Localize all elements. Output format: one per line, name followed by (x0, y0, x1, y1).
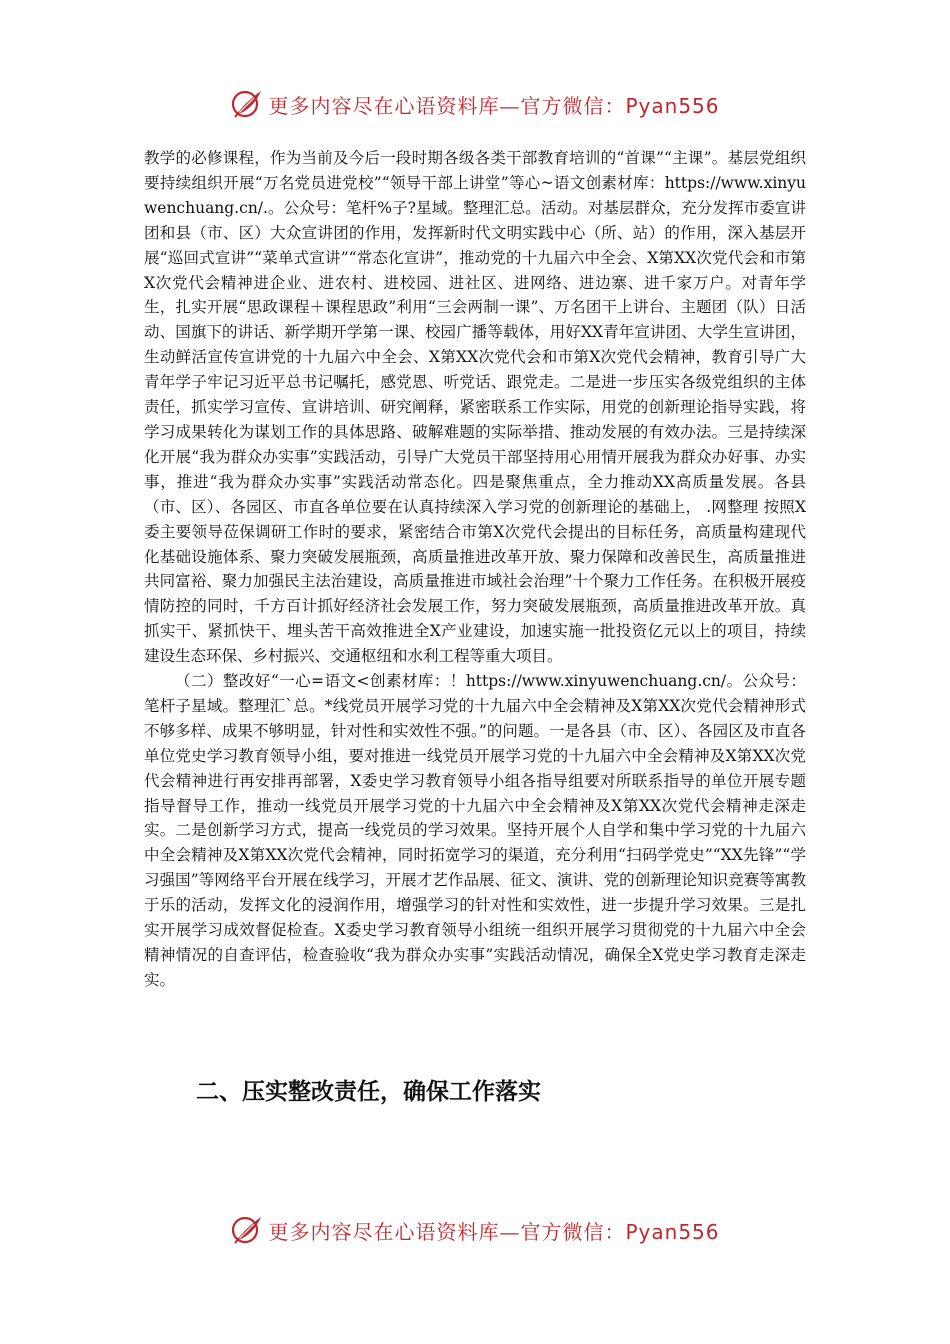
header-wechat-id: Pyan556 (625, 93, 720, 118)
footer-banner (0, 1210, 950, 1250)
feather-pen-logo-icon (230, 87, 264, 121)
footer-wechat-id: Pyan556 (625, 1219, 720, 1244)
document-body (144, 146, 806, 993)
paragraph-2: （二）整改好“一心=语文<创素材库：！https://www.xinyuwenchuang.cn/。公众号：笔杆子星域。整理汇`总。*线党员开展学习党的十九届六中全会精神及X第XX次党代会精神形式不够多样、成果不够明显，针对性和实效性不强。”的问题。一是各县（市、区）、各园区及市直各单位党史学习教育领导小组，要对推进一线党员开展学习党的十九届六中全会精神及X第XX次党代会精神进行再安排再部署，X委史学习教育领导小组各指导组要对所联系指导的单位开展专题指导督导工作，推动一线党员开展学习党的十九届六中全会精神及X第XX次党代会精神走深走实。二是创新学习方式，提高一线党员的学习效果。坚持开展个人自学和集中学习党的十九届六中全会精神及X第XX次党代会精神，同时拓宽学习的渠道，充分利用“扫码学党史”“XX先锋”“学习强国”等网络平台开展在线学习，开展才艺作品展、征文、演讲、党的创新理论知识竞赛等寓教于乐的活动，发挥文化的浸润作用，增强学习的针对性和实效性，进一步提升学习效果。三是扎实开展学习成效督促检查。X委史学习教育领导小组统一组织开展学习贯彻党的十九届六中全会精神情况的自查评估，检查验收“我为群众办实事”实践活动情况，确保全X党史学习教育走深走实。 (144, 672, 806, 989)
header-banner-text: 更多内容尽在心语资料库—官方微信：Pyan556 (268, 93, 720, 118)
header-banner (0, 84, 950, 124)
section-heading: 二、压实整改责任，确保工作落实 (196, 1079, 541, 1105)
footer-banner-text: 更多内容尽在心语资料库—官方微信：Pyan556 (268, 1219, 720, 1244)
paragraph-1: 教学的必修课程，作为当前及今后一段时期各级各类干部教育培训的“首课”“主课”。基层党组织要持续组织开展“万名党员进党校”“领导干部上讲堂”等心~语文创素材库：https://www.xinyuwenchuang.cn/.。公众号：笔杆%子?星域。整理汇总。活动。对基层群众，充分发挥市委宣讲团和县（市、区）大众宣讲团的作用，发挥新时代文明实践中心（所、站）的作用，深入基层开展“巡回式宣讲”“菜单式宣讲”“常态化宣讲”，推动党的十九届六中全会、X第XX次党代会和市第X次党代会精神进企业、进农村、进校园、进社区、进网络、进边寨、进千家万户。对青年学生，扎实开展“思政课程＋课程思政”利用“三会两制一课”、万名团干上讲台、主题团（队）日活动、国旗下的讲话、新学期开学第一课、校园广播等载体，用好XX青年宣讲团、大学生宣讲团，生动鲜活宣传宣讲党的十九届六中全会、X第XX次党代会和市第X次党代会精神，教育引导广大青年学子牢记习近平总书记嘱托，感党恩、听党话、跟党走。二是进一步压实各级党组织的主体责任，抓实学习宣传、宣讲培训、研究阐释，紧密联系工作实际，用党的创新理论指导实践，将学习成果转化为谋划工作的具体思路、破解难题的实际举措、推动发展的有效办法。三是持续深化开展“我为群众办实事”实践活动，引导广大党员干部坚持用心用情开展我为群众办好事、办实事，推进“我为群众办实事”实践活动常态化。四是聚焦重点，全力推动XX高质量发展。各县（市、区）、各园区、市直各单位要在认真持续深入学习党的创新理论的基础上， .网整理 按照X委主要领导莅保调研工作时的要求，紧密结合市第X次党代会提出的目标任务，高质量构建现代化基础设施体系、聚力突破发展瓶颈，高质量推进改革开放、聚力保障和改善民生，高质量推进共同富裕、聚力加强民主法治建设，高质量推进市域社会治理”十个聚力工作任务。在积极开展疫情防控的同时，千方百计抓好经济社会发展工作，努力突破发展瓶颈，高质量推进改革开放。真抓实干、紧抓快干、埋头苦干高效推进全X产业建设，加速实施一批投资亿元以上的项目，持续建设生态环保、乡村振兴、交通枢纽和水利工程等重大项目。 (144, 149, 806, 666)
feather-pen-logo-icon (230, 1213, 264, 1247)
